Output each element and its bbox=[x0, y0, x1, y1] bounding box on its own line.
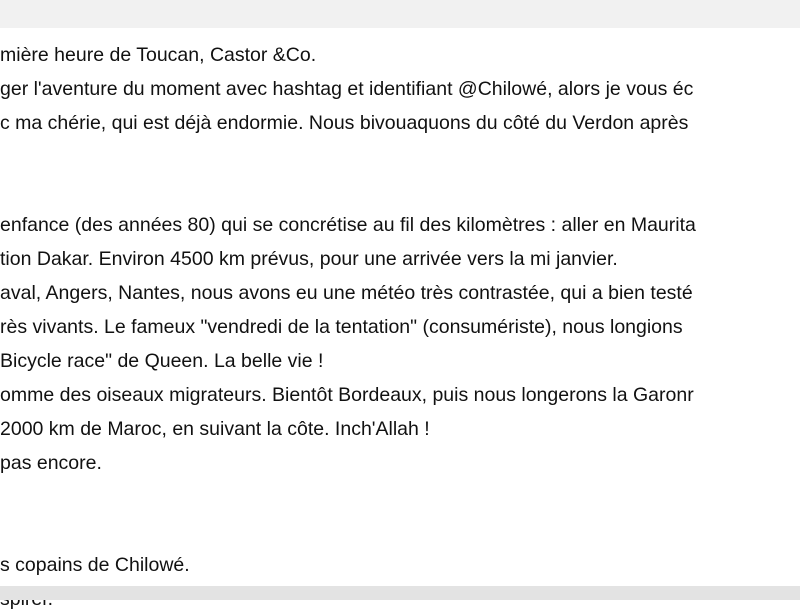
message-line: tion Dakar. Environ 4500 km prévus, pour une arrivée vers la mi janvier. bbox=[0, 248, 618, 270]
horizontal-scrollbar[interactable] bbox=[0, 586, 800, 600]
blank-line bbox=[0, 140, 800, 174]
message-body bbox=[0, 28, 800, 586]
window-top-bar bbox=[0, 0, 800, 28]
message-line: Bicycle race" de Queen. La belle vie ! bbox=[0, 350, 324, 372]
blank-line bbox=[0, 514, 800, 548]
message-line: s copains de Chilowé. bbox=[0, 554, 190, 576]
message-line: rès vivants. Le fameux "vendredi de la tentation" (consumériste), nous longions bbox=[0, 316, 683, 338]
message-line: mière heure de Toucan, Castor &Co. bbox=[0, 44, 317, 66]
message-line: omme des oiseaux migrateurs. Bientôt Bordeaux, puis nous longerons la Garonr bbox=[0, 384, 694, 406]
message-line: aval, Angers, Nantes, nous avons eu une météo très contrastée, qui a bien testé bbox=[0, 282, 693, 304]
message-line: ger l'aventure du moment avec hashtag et identifiant @Chilowé, alors je vous éc bbox=[0, 78, 694, 100]
message-line: enfance (des années 80) qui se concrétise au fil des kilomètres : aller en Maurita bbox=[0, 214, 696, 236]
blank-line bbox=[0, 174, 800, 208]
message-line: pas encore. bbox=[0, 452, 102, 474]
blank-line bbox=[0, 480, 800, 514]
message-text bbox=[0, 38, 800, 616]
message-line: 2000 km de Maroc, en suivant la côte. Inch'Allah ! bbox=[0, 418, 430, 440]
message-line: c ma chérie, qui est déjà endormie. Nous bivouaquons du côté du Verdon après bbox=[0, 112, 689, 134]
